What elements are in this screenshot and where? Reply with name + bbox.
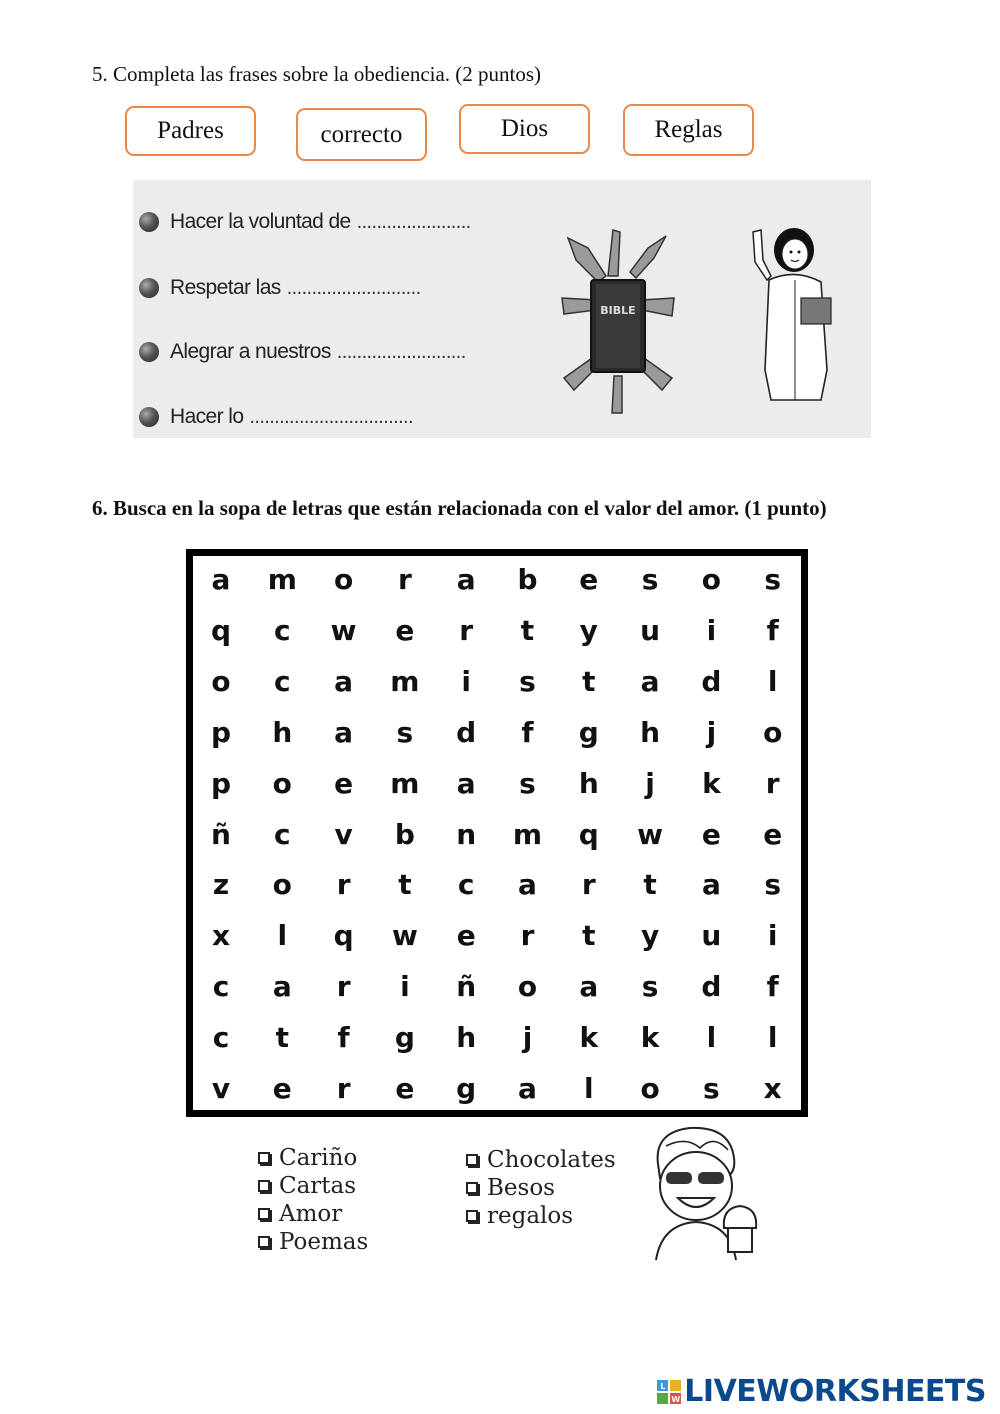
grid-letter[interactable]: a: [456, 766, 476, 800]
grid-letter[interactable]: i: [461, 664, 471, 698]
grid-letter[interactable]: a: [456, 563, 476, 596]
grid-letter[interactable]: e: [272, 1072, 292, 1105]
question-6-title: 6. Busca en la sopa de letras que están relacionada con el valor del amor. (1 punto): [92, 496, 827, 520]
bullet-icon: [139, 407, 159, 427]
grid-letter[interactable]: ñ: [211, 817, 231, 851]
grid-letter[interactable]: t: [582, 919, 596, 953]
grid-letter[interactable]: t: [275, 1021, 289, 1055]
grid-letter[interactable]: o: [701, 563, 722, 596]
grid-letter[interactable]: e: [395, 1072, 415, 1105]
grid-letter[interactable]: o: [763, 715, 783, 749]
word-list-item: [466, 1174, 616, 1202]
grid-letter[interactable]: g: [456, 1072, 477, 1105]
word-box-reglas[interactable]: Reglas: [623, 104, 754, 156]
word-list-col1: [258, 1144, 368, 1256]
grid-letter[interactable]: m: [267, 563, 297, 596]
grid-letter[interactable]: e: [395, 613, 415, 647]
grid-letter[interactable]: j: [522, 1021, 533, 1055]
grid-letter[interactable]: k: [640, 1021, 660, 1055]
word-list-item: [258, 1172, 368, 1200]
grid-letter[interactable]: w: [330, 613, 357, 647]
grid-letter[interactable]: l: [767, 1021, 778, 1055]
bullet-icon: [139, 342, 159, 362]
grid-letter[interactable]: c: [212, 1021, 230, 1055]
grid-letter[interactable]: r: [520, 919, 535, 953]
grid-letter[interactable]: i: [767, 919, 778, 953]
sentence-2: [139, 276, 421, 300]
grid-letter[interactable]: q: [578, 817, 599, 851]
word-label: Chocolates: [487, 1147, 616, 1173]
grid-letter[interactable]: a: [334, 664, 354, 698]
grid-letter[interactable]: q: [210, 613, 232, 647]
grid-letter[interactable]: h: [640, 715, 661, 749]
checkbox-icon[interactable]: [258, 1208, 270, 1220]
grid-letter[interactable]: e: [334, 766, 354, 800]
grid-letter[interactable]: a: [579, 970, 599, 1004]
grid-letter[interactable]: t: [643, 868, 657, 902]
grid-letter[interactable]: w: [391, 919, 418, 953]
checkbox-icon[interactable]: [258, 1180, 270, 1192]
grid-letter[interactable]: o: [272, 868, 292, 902]
word-list-item: [258, 1144, 368, 1172]
grid-letter[interactable]: q: [333, 919, 354, 953]
teacher-illustration: [741, 220, 841, 410]
word-list-item: [258, 1200, 368, 1228]
grid-letter[interactable]: a: [518, 868, 537, 902]
grid-letter[interactable]: f: [766, 970, 779, 1004]
grid-letter[interactable]: a: [640, 664, 660, 698]
grid-letter[interactable]: e: [763, 817, 783, 851]
grid-letter[interactable]: b: [517, 563, 538, 596]
word-label: Cariño: [279, 1145, 358, 1171]
grid-letter[interactable]: u: [640, 613, 661, 647]
grid-letter[interactable]: o: [272, 766, 292, 800]
grid-letter[interactable]: e: [701, 817, 721, 851]
grid-letter[interactable]: r: [459, 613, 474, 647]
grid-letter[interactable]: s: [764, 563, 782, 596]
grid-letter[interactable]: c: [457, 868, 475, 902]
grid-letter[interactable]: g: [394, 1021, 415, 1055]
grid-letter[interactable]: l: [277, 919, 288, 953]
grid-letter[interactable]: h: [272, 715, 293, 749]
grid-letter[interactable]: a: [701, 868, 721, 902]
bible-hands-illustration: [558, 228, 678, 418]
kid-illustration: [640, 1124, 770, 1264]
grid-letter[interactable]: f: [521, 715, 534, 749]
grid-letter[interactable]: r: [581, 868, 596, 902]
grid-letter[interactable]: g: [578, 715, 599, 749]
word-label: regalos: [487, 1203, 574, 1229]
grid-letter[interactable]: s: [396, 715, 414, 749]
grid-letter[interactable]: m: [390, 766, 420, 800]
checkbox-icon[interactable]: [466, 1182, 478, 1194]
word-box-correcto[interactable]: correcto: [296, 108, 427, 161]
grid-letter[interactable]: m: [512, 817, 543, 851]
grid-letter[interactable]: u: [701, 919, 722, 953]
grid-letter[interactable]: d: [456, 715, 477, 749]
word-list-item: [466, 1202, 616, 1230]
grid-letter[interactable]: p: [210, 715, 232, 749]
grid-letter[interactable]: x: [211, 919, 231, 953]
bullet-icon: [139, 278, 159, 298]
grid-letter[interactable]: z: [212, 868, 230, 902]
grid-letter[interactable]: f: [766, 613, 779, 647]
grid-letter[interactable]: w: [637, 817, 664, 851]
bible-label: BIBLE: [600, 304, 636, 317]
grid-letter[interactable]: l: [767, 664, 778, 698]
grid-letter[interactable]: k: [579, 1021, 599, 1055]
grid-letter[interactable]: s: [641, 563, 659, 596]
grid-letter[interactable]: i: [400, 970, 410, 1004]
grid-letter[interactable]: v: [334, 817, 353, 851]
word-list-item: [258, 1228, 368, 1256]
grid-letter[interactable]: a: [334, 715, 354, 749]
grid-letter[interactable]: v: [211, 1072, 231, 1105]
grid-letter[interactable]: h: [578, 766, 599, 800]
grid-letter[interactable]: n: [456, 817, 477, 851]
grid-letter[interactable]: s: [764, 868, 782, 902]
grid-letter[interactable]: s: [519, 766, 536, 800]
grid-letter[interactable]: a: [518, 1072, 537, 1105]
grid-letter[interactable]: c: [273, 613, 291, 647]
grid-letter[interactable]: e: [456, 919, 476, 953]
grid-letter[interactable]: c: [273, 817, 291, 851]
grid-letter[interactable]: r: [336, 1072, 351, 1105]
checkbox-icon[interactable]: [466, 1210, 478, 1222]
sentences-panel: [133, 180, 871, 438]
grid-letter[interactable]: p: [210, 766, 232, 800]
checkbox-icon[interactable]: [466, 1154, 478, 1166]
grid-letter[interactable]: f: [337, 1021, 350, 1055]
grid-letter[interactable]: d: [701, 970, 722, 1004]
word-box-dios[interactable]: Dios: [459, 104, 590, 154]
grid-letter[interactable]: i: [706, 613, 717, 647]
liveworksheets-brand[interactable]: [657, 1374, 986, 1409]
svg-text:W: W: [671, 1394, 680, 1404]
grid-letter[interactable]: o: [517, 970, 538, 1004]
grid-letter[interactable]: r: [336, 970, 351, 1004]
grid-letter[interactable]: b: [394, 817, 415, 851]
svg-text:L: L: [660, 1381, 666, 1391]
grid-letter[interactable]: o: [640, 1072, 660, 1105]
answer-blank-4[interactable]: .................................: [249, 405, 413, 428]
grid-letter[interactable]: ñ: [456, 970, 477, 1004]
grid-letter[interactable]: y: [579, 613, 598, 647]
grid-letter[interactable]: e: [579, 563, 599, 596]
word-list-col2: [466, 1146, 616, 1230]
word-label: Amor: [279, 1201, 343, 1227]
sentence-1: [139, 210, 471, 234]
brand-text: LIVEWORKSHEETS: [684, 1374, 986, 1409]
grid-letter[interactable]: t: [520, 613, 535, 647]
grid-letter[interactable]: l: [583, 1072, 594, 1105]
grid-letter[interactable]: t: [398, 868, 412, 902]
grid-letter[interactable]: s: [641, 970, 659, 1004]
grid-letter[interactable]: r: [397, 563, 412, 596]
grid-letter[interactable]: c: [212, 970, 230, 1004]
sentence-3: [139, 340, 466, 364]
word-label: Besos: [487, 1175, 555, 1201]
grid-letter[interactable]: s: [703, 1072, 720, 1105]
grid-letter[interactable]: j: [706, 715, 717, 749]
word-label: Poemas: [279, 1229, 369, 1255]
sentence-text: Hacer la voluntad de: [170, 210, 351, 233]
sentence-text: Hacer lo: [170, 405, 244, 428]
grid-letter[interactable]: r: [336, 868, 351, 902]
bullet-icon: [139, 212, 159, 232]
sentence-4: [139, 405, 413, 429]
grid-letter[interactable]: a: [272, 970, 292, 1004]
grid-letter[interactable]: j: [645, 766, 655, 800]
answer-blank-1[interactable]: .......................: [356, 210, 471, 233]
grid-letter[interactable]: h: [456, 1021, 477, 1055]
answer-blank-2[interactable]: ...........................: [286, 276, 421, 299]
sentence-text: Alegrar a nuestros: [170, 340, 331, 363]
grid-letter[interactable]: a: [211, 563, 231, 596]
grid-letter[interactable]: r: [765, 766, 780, 800]
grid-letter[interactable]: c: [273, 664, 291, 698]
grid-letter[interactable]: d: [701, 664, 722, 698]
word-box-padres[interactable]: Padres: [125, 106, 256, 156]
checkbox-icon[interactable]: [258, 1152, 270, 1164]
grid-letter[interactable]: m: [390, 664, 420, 698]
checkbox-icon[interactable]: [258, 1236, 270, 1248]
word-label: Cartas: [279, 1173, 357, 1199]
grid-letter[interactable]: x: [763, 1072, 782, 1105]
sentence-text: Respetar las: [170, 276, 281, 299]
grid-letter[interactable]: s: [519, 664, 536, 698]
grid-letter[interactable]: y: [640, 919, 660, 953]
liveworksheets-logo-icon: [657, 1380, 681, 1404]
grid-letter[interactable]: o: [333, 563, 354, 596]
question-5-title: 5. Completa las frases sobre la obediencia. (2 puntos): [92, 62, 542, 86]
word-list-item: [466, 1146, 616, 1174]
grid-letter[interactable]: t: [582, 664, 596, 698]
answer-blank-3[interactable]: ..........................: [336, 340, 466, 363]
grid-letter[interactable]: o: [211, 664, 231, 698]
grid-letter[interactable]: l: [706, 1021, 717, 1055]
grid-letter[interactable]: k: [702, 766, 721, 800]
